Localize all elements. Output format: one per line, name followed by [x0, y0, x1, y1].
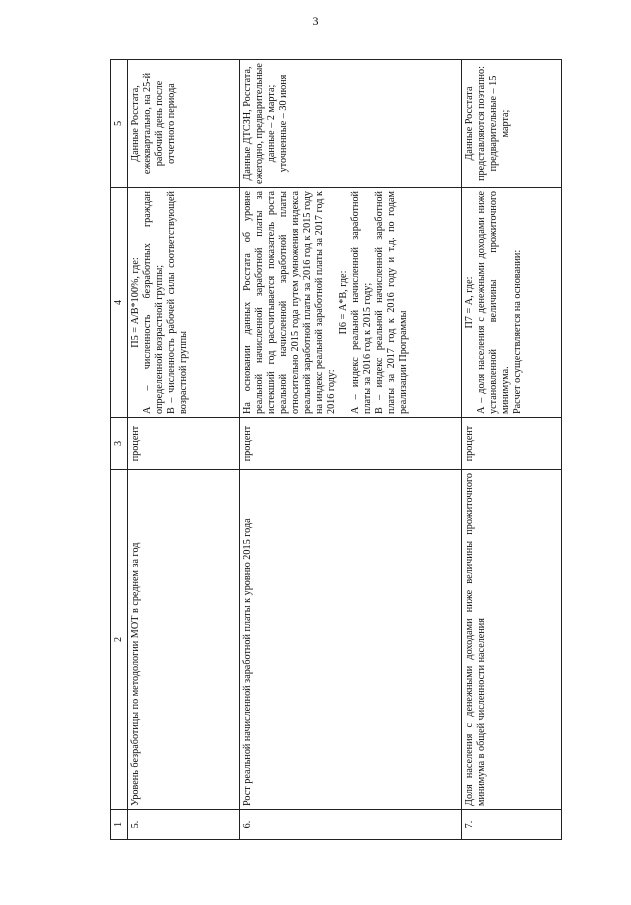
rotated-table-wrapper — [110, 60, 560, 840]
unit-of-measure: процент — [462, 418, 562, 470]
indicator-name: Уровень безработицы по методологии МОТ в среднем за год — [128, 470, 240, 810]
table-row — [240, 60, 462, 840]
calculation-method — [128, 188, 240, 418]
indicators-table — [110, 59, 562, 840]
header-col-3: 3 — [111, 418, 128, 470]
formula-variable: В – индекс реальной начисленной заработной платы за 2017 год к 2016 году и т.д. по годам реализации Программы — [374, 191, 410, 414]
header-col-5: 5 — [111, 60, 128, 188]
table-header-row — [111, 60, 128, 840]
header-col-1: 1 — [111, 810, 128, 840]
formula-variable: В – численность рабочей силы соответствующей возрастной группы — [166, 191, 190, 414]
row-number: 5. — [128, 810, 240, 840]
formula-variable: А – доля населения с денежными доходами ниже установленной величины прожиточного минимума. — [476, 191, 512, 414]
unit-of-measure: процент — [240, 418, 462, 470]
data-source: Данные ДТСЗН, Росстата, ежегодно, предварительные данные – 2 марта; уточненные – 30 июня — [240, 60, 462, 188]
data-source: Данные Росстата представляются поэтапно: предварительные – 15 марта; — [462, 60, 562, 188]
page-number: 3 — [312, 14, 319, 28]
formula-variable: А – индекс реальной начисленной заработной платы за 2016 год к 2015 году; — [350, 191, 374, 414]
indicator-name: Доля населения с денежными доходами ниже величины прожиточного минимума в общей численности населения — [462, 470, 562, 810]
calculation-method — [240, 188, 462, 418]
unit-of-measure: процент — [128, 418, 240, 470]
header-col-2: 2 — [111, 470, 128, 810]
formula: П5 = А/В*100%, где: — [130, 257, 141, 348]
header-col-4: 4 — [111, 188, 128, 418]
formula: П6 = А*В, где: — [338, 270, 350, 335]
method-description: На основании данных Росстата об уровне реальной начисленной заработной платы за истекший год рассчитывается показатель роста реальной начисленной заработной платы относительно 2015 года путем умножения индекса реальной заработной платы за 2016 год к 2015 году на индекс реальной заработной платы за 2017 год к 2016 году: — [242, 191, 338, 414]
row-number: 6. — [240, 810, 462, 840]
calculation-method — [462, 188, 562, 418]
indicator-name: Рост реальной начисленной заработной платы к уровню 2015 года — [240, 470, 462, 810]
formula: П7 = А, где: — [464, 276, 475, 329]
formula-variable: Расчет осуществляется на основании: — [512, 249, 524, 414]
formula-variable: А – численность безработных граждан определенной возрастной группы; — [142, 191, 166, 414]
table-row — [128, 60, 240, 840]
data-source: Данные Росстата, ежеквартально, на 25-й рабочий день после отчетного периода — [128, 60, 240, 188]
row-number: 7. — [462, 810, 562, 840]
table-row — [462, 60, 562, 840]
